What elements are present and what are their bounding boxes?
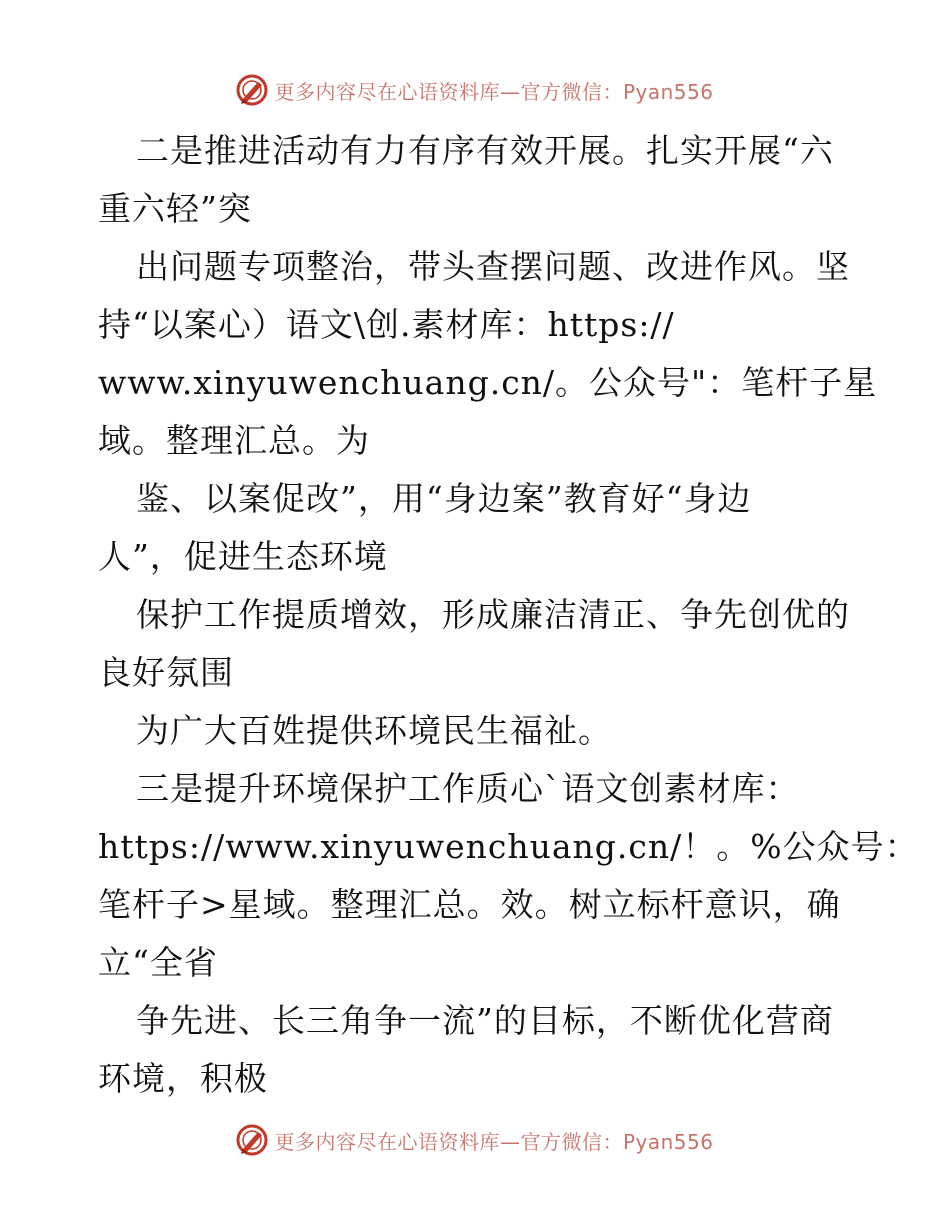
- paragraph-line: 持“以案心）语文\创.素材库：https://: [98, 305, 675, 344]
- paragraph-line: 重六轻”突: [98, 189, 252, 228]
- paragraph-line: 为广大百姓提供环境民生福祉。: [136, 711, 612, 750]
- paragraph-line: 二是推进活动有力有序有效开展。扎实开展“六: [136, 131, 834, 170]
- paragraph-line: 良好氛围: [98, 653, 234, 692]
- paragraph-line: https://www.xinyuwenchuang.cn/！。%公众号：: [98, 827, 919, 866]
- footer-banner: [0, 1120, 950, 1160]
- document-body: [98, 122, 919, 1108]
- paragraph-line: 争先进、长三角争一流”的目标，不断优化营商: [136, 1001, 834, 1040]
- paragraph-line: 域。整理汇总。为: [98, 421, 370, 460]
- paragraph-line: 笔杆子>星域。整理汇总。效。树立标杆意识，确: [98, 885, 841, 924]
- footer-banner-text: 更多内容尽在心语资料库—官方微信：Pyan556: [274, 1129, 714, 1154]
- paragraph-line: 鉴、以案促改”，用“身边案”教育好“身边: [136, 479, 752, 518]
- pen-logo-icon: [236, 74, 268, 106]
- header-banner: [0, 70, 950, 110]
- pen-logo-icon: [236, 1124, 268, 1156]
- paragraph-line: 人”，促进生态环境: [98, 537, 388, 576]
- paragraph-line: 保护工作提质增效，形成廉洁清正、争先创优的: [136, 595, 850, 634]
- paragraph-line: www.xinyuwenchuang.cn/。公众号"：笔杆子星: [98, 363, 878, 402]
- paragraph-line: 三是提升环境保护工作质心`语文创素材库：: [136, 769, 800, 808]
- header-banner-text: 更多内容尽在心语资料库—官方微信：Pyan556: [274, 79, 714, 104]
- paragraph-line: 出问题专项整治，带头查摆问题、改进作风。坚: [136, 247, 850, 286]
- paragraph-line: 立“全省: [98, 943, 218, 982]
- paragraph-line: 环境，积极: [98, 1059, 268, 1098]
